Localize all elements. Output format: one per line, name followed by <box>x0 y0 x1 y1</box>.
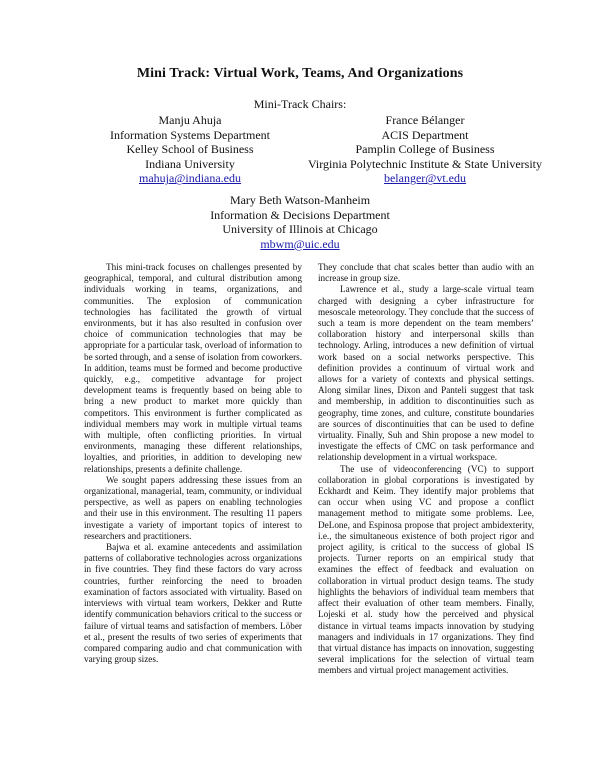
chairs-label: Mini-Track Chairs: <box>253 97 347 111</box>
body-paragraph: The use of videoconferencing (VC) to support collaboration in global corporations is investigated by Eckhardt and Keim. They identify major problems that can occur when using VC and propose a conflict management method to mitigate some problems. Lee, DeLone, and Espinosa propose that project ambidexterity, i.e., the simultaneous existence of both project rigor and project agility, is critical to the success of global IS projects. Turner reports on an empirical study that examines the effect of feedback and evaluation on collaboration in virtual product design teams. The study highlights the behaviors of individual team members that affect their evaluation of other team members. Finally, Lojeski et al. study how the perceived and physical distance in virtual teams impacts innovation by studying managers and individuals in 17 organizations. They find that virtual distance has impacts on innovation, suggesting several implications for the selection of virtual team members and virtual project management activities. <box>318 463 534 676</box>
body-paragraph: They conclude that chat scales better than audio with an increase in group size. <box>318 262 534 284</box>
chair-name: France Bélanger <box>385 113 465 127</box>
chair-institution: Indiana University <box>145 156 235 171</box>
body-paragraph: Lawrence et al., study a large-scale virtual team charged with designing a cyber infrastructure for mesoscale meteorology. They conclude that the success of such a team is more dependent on the team members’ collaboration history and interpersonal skills than technology. Arling, introduces a new definition of virtual work based on a social networks perspective. This definition provides a continuum of virtual work and allows for a variety of contexts and physical settings. Along similar lines, Dixon and Panteli suggest that task and membership, in addition to discontinuities such as geography, time zones, and culture, constitute boundaries are sources of discontinuities that can be used to define virtuality. Finally, Suh and Shin propose a new model to investigate the effects of CMC on task performance and relationship development in a virtual workspace. <box>318 284 534 463</box>
body-paragraph: This mini-track focuses on challenges presented by geographical, temporal, and cultural distribution among individuals working in teams, organizations, and communities. The explosion of communication technologies has facilitated the growth of virtual environments, but it has also resulted in confusion over choice of communication technologies that may be appropriate for a particular task, overload of information to be sorted through, and a sense of isolation from coworkers. In addition, teams must be formed and become productive quickly, e.g., competitive advantage for project development teams is frequently based on being able to bring a new product to market more quickly than competitors. This environment is further complicated as individual members may work in multiple virtual teams with multiple, often conflicting priorities. In virtual environments, managing these different relationships, loyalties, and priorities, in addition to developing new relationships, presents a definite challenge. <box>84 262 302 474</box>
chair-school: Pamplin College of Business <box>355 142 495 157</box>
chair-department: Information & Decisions Department <box>210 207 390 222</box>
chair-name: Manju Ahuja <box>158 113 222 127</box>
body-column-right <box>318 262 534 677</box>
chair-email-link[interactable]: mbwm@uic.edu <box>260 236 340 251</box>
chair-institution: Virginia Polytechnic Institute & State University <box>307 156 543 171</box>
chair-school: Kelley School of Business <box>126 142 254 157</box>
body-column-left <box>84 262 302 665</box>
body-paragraph: We sought papers addressing these issues from an organizational, managerial, team, community, or individual perspective, as well as papers on enabling technologies and their use in this environment. The resulting 11 papers investigate a variety of important topics of interest to researchers and practitioners. <box>84 474 302 541</box>
chair-department: Information Systems Department <box>110 127 270 142</box>
chair-department: ACIS Department <box>381 127 469 142</box>
body-paragraph: Bajwa et al. examine antecedents and assimilation patterns of collaborative technologies across organizations in five countries. They find these factors do vary across countries, further reinforcing the need to broaden examination of factors associated with virtuality. Based on interviews with virtual team workers, Dekker and Rutte identify communication behaviors critical to the success or failure of virtual teams and satisfaction of members. Löber et al., present the results of two series of experiments that compared comparing audio and chat communication with varying group sizes. <box>84 542 302 665</box>
chair-name: Mary Beth Watson-Manheim <box>229 193 371 207</box>
chair-block-center <box>0 193 600 251</box>
chair-email-link[interactable]: belanger@vt.edu <box>383 171 467 186</box>
chair-email-link[interactable]: mahuja@indiana.edu <box>138 171 242 186</box>
chair-block-left <box>70 113 310 186</box>
chair-block-right <box>290 113 560 186</box>
chair-institution: University of Illinois at Chicago <box>222 222 378 237</box>
paper-title: Mini Track: Virtual Work, Teams, And Organizations <box>136 66 464 81</box>
